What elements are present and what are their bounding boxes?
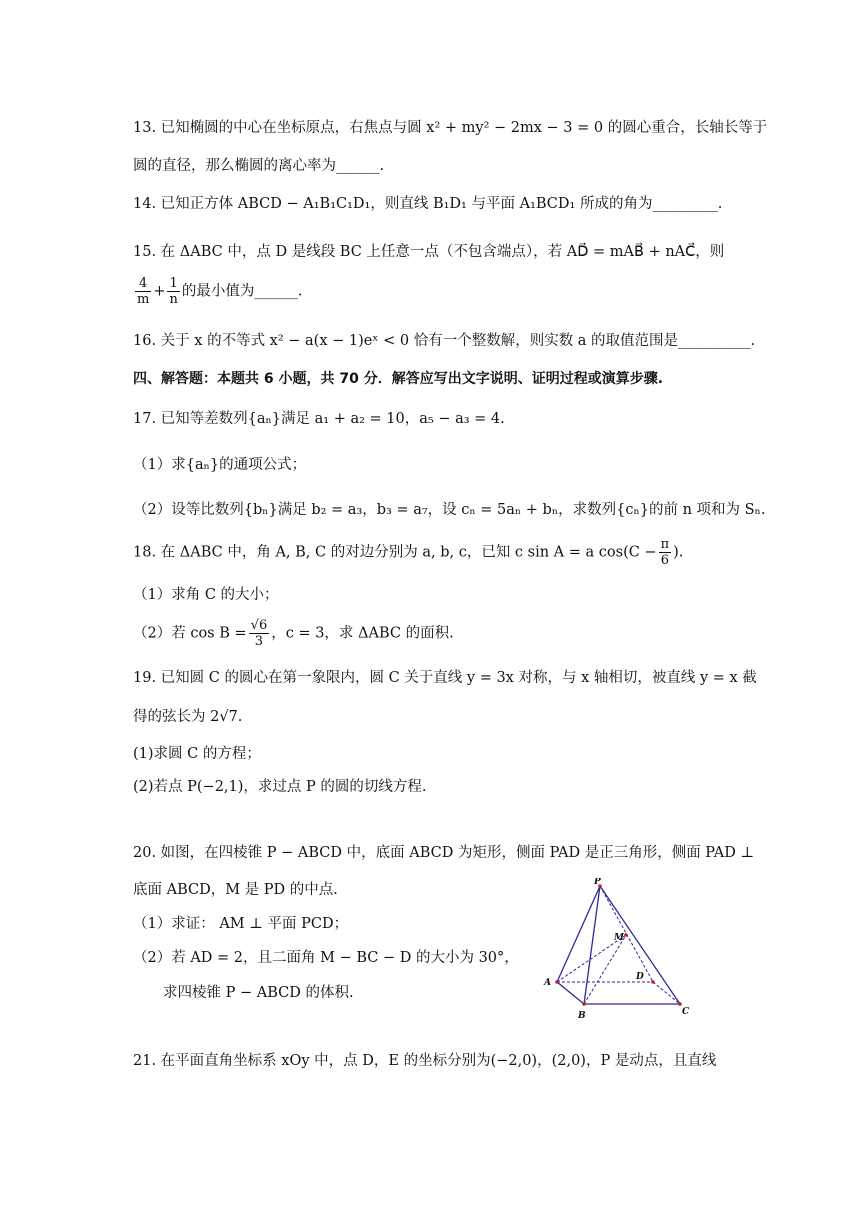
- q18-fraction-root6-over-3: $\frac{√6}{3}$: [250, 618, 268, 649]
- q17-stem: 17. 已知等差数列{aₙ}满足 a₁ + a₂ = 10，a₅ − a₃ = 4.: [133, 411, 505, 427]
- q13-line-2: 圆的直径，那么椭圆的离心率为______.: [133, 158, 385, 174]
- q20-part-2a: （2）若 AD = 2，且二面角 M − BC − D 的大小为 30°，: [133, 950, 519, 966]
- pyramid-figure: [536, 878, 696, 1023]
- label-D: D: [636, 972, 644, 982]
- pyramid-diagram: [536, 878, 696, 1023]
- q19-part-2: (2)若点 P(−2,1)，求过点 P 的圆的切线方程.: [133, 779, 427, 795]
- q15-fraction-1-over-n: $\frac{1}{n}$: [169, 276, 178, 307]
- vertex-B-dot: [582, 1002, 586, 1006]
- q19-line-2: 得的弦长为 2√7.: [133, 709, 243, 725]
- q18-part-2: [133, 618, 454, 649]
- q18-stem-head: 18. 在 ΔABC 中，角 A, B, C 的对边分别为 a, b, c，已知 c sin A = a cos(C −: [133, 544, 657, 561]
- label-P: P: [594, 878, 601, 887]
- q17-part-2: （2）设等比数列{bₙ}满足 b₂ = a₃，b₃ = a₇，设 cₙ = 5aₙ + bₙ，求数列{cₙ}的前 n 项和为 Sₙ.: [133, 502, 766, 518]
- q16-line-1: 16. 关于 x 的不等式 x² − a(x − 1)eˣ < 0 恰有一个整数解，则实数 a 的取值范围是__________.: [133, 333, 756, 349]
- section-4-heading: 四、解答题：本题共 6 小题，共 70 分．解答应写出文字说明、证明过程或演算步骤.: [133, 371, 664, 387]
- q20-line-2: 底面 ABCD，M 是 PD 的中点.: [133, 882, 338, 898]
- label-M: M: [614, 933, 624, 943]
- point-M-dot: [624, 933, 628, 937]
- vertex-A-dot: [555, 980, 559, 984]
- q14-line-1: 14. 已知正方体 ABCD − A₁B₁C₁D₁，则直线 B₁D₁ 与平面 A₁BCD₁ 所成的角为_________.: [133, 196, 723, 212]
- q15-line-2-tail: 的最小值为______.: [181, 283, 303, 300]
- q18-part-2-head: （2）若 cos B =: [133, 625, 247, 642]
- q15-plus: +: [153, 283, 166, 300]
- label-B: B: [578, 1011, 586, 1021]
- segment-BM: [584, 935, 626, 1004]
- q20-part-2b: 求四棱锥 P − ABCD 的体积.: [163, 985, 354, 1001]
- q15-fraction-4-over-m: $\frac{4}{m}$: [137, 276, 150, 307]
- label-A: A: [544, 978, 551, 988]
- q18-part-2-tail: ，c = 3，求 ΔABC 的面积.: [271, 625, 454, 642]
- q15-line-1: 15. 在 ΔABC 中，点 D 是线段 BC 上任意一点（不包含端点），若 AD⃗ = mAB⃗ + nAC⃗，则: [133, 244, 725, 260]
- label-C: C: [682, 1007, 690, 1017]
- q13-line-1: 13. 已知椭圆的中心在坐标原点，右焦点与圆 x² + my² − 2mx − 3 = 0 的圆心重合，长轴长等于: [133, 120, 768, 136]
- q17-part-1: （1）求{aₙ}的通项公式；: [133, 457, 307, 473]
- q18-fraction-pi-over-6: $\frac{\pi}{6}$: [660, 537, 670, 568]
- vertex-D-dot: [651, 980, 655, 984]
- q15-line-2: [133, 276, 302, 307]
- edge-DC: [653, 982, 680, 1004]
- q19-line-1: 19. 已知圆 C 的圆心在第一象限内，圆 C 关于直线 y = 3x 对称，与 x 轴相切，被直线 y = x 截: [133, 670, 757, 686]
- q21-line-1: 21. 在平面直角坐标系 xOy 中，点 D，E 的坐标分别为(−2,0)，(2,0)，P 是动点，且直线: [133, 1053, 717, 1069]
- q20-part-1: （1）求证： AM ⊥ 平面 PCD；: [133, 916, 349, 932]
- q18-part-1: （1）求角 C 的大小；: [133, 587, 279, 603]
- q18-stem-tail: ).: [673, 544, 684, 561]
- q20-line-1: 20. 如图，在四棱锥 P − ABCD 中，底面 ABCD 为矩形，侧面 PAD 是正三角形，侧面 PAD ⊥: [133, 845, 755, 861]
- vertex-C-dot: [678, 1002, 682, 1006]
- edge-AB: [557, 982, 584, 1004]
- q19-part-1: (1)求圆 C 的方程；: [133, 746, 261, 762]
- q18-stem: [133, 537, 683, 568]
